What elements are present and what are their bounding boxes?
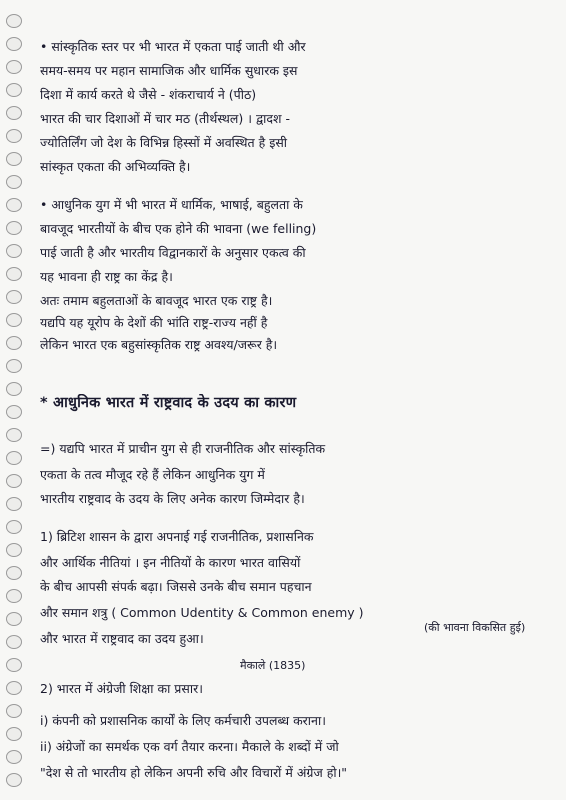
spiral-ring bbox=[6, 681, 22, 695]
margin-note: मैकाले (1835) bbox=[240, 659, 306, 672]
text-line: 2) भारत में अंग्रेजी शिक्षा का प्रसार। bbox=[40, 681, 203, 696]
spiral-ring bbox=[6, 704, 22, 718]
spiral-ring bbox=[6, 405, 22, 419]
text-line: और आर्थिक नीतियां । इन नीतियों के कारण भारत वासियों bbox=[40, 555, 301, 570]
spiral-ring bbox=[6, 773, 22, 787]
spiral-ring bbox=[6, 497, 22, 511]
text-line: पाई जाती है और भारतीय विद्वानकारों के अनुसार एकत्व की bbox=[40, 245, 306, 260]
spiral-ring bbox=[6, 543, 22, 557]
text-line: सांस्कृत एकता की अभिव्यक्ति है। bbox=[40, 159, 191, 174]
text-line: दिशा में कार्य करते थे जैसे - शंकराचार्य ने (पीठ) bbox=[40, 87, 257, 102]
spiral-ring bbox=[6, 451, 22, 465]
text-line: =) यद्यपि भारत में प्राचीन युग से ही राजनीतिक और सांस्कृतिक bbox=[40, 441, 326, 456]
spiral-ring bbox=[6, 221, 22, 235]
spiral-ring bbox=[6, 106, 22, 120]
spiral-ring bbox=[6, 336, 22, 350]
text-line: और भारत में राष्ट्रवाद का उदय हुआ। bbox=[40, 631, 204, 646]
spiral-ring bbox=[6, 750, 22, 764]
spiral-ring bbox=[6, 727, 22, 741]
text-line: 1) ब्रिटिश शासन के द्वारा अपनाई गई राजनीतिक, प्रशासनिक bbox=[40, 529, 314, 544]
spiral-ring bbox=[6, 290, 22, 304]
text-line: समय-समय पर महान सामाजिक और धार्मिक सुधारक इस bbox=[40, 63, 298, 78]
text-line: एकता के तत्व मौजूद रहे हैं लेकिन आधुनिक युग में bbox=[40, 467, 265, 482]
spiral-ring bbox=[6, 566, 22, 580]
text-line: i) कंपनी को प्रशासनिक कार्यों के लिए कर्मचारी उपलब्ध कराना। bbox=[40, 713, 326, 728]
text-line: ज्योतिर्लिंग जो देश के विभिन्न हिस्सों में अवस्थित है इसी bbox=[40, 135, 288, 150]
section-heading: * आधुनिक भारत में राष्ट्रवाद के उदय का कारण bbox=[40, 395, 297, 411]
spiral-ring bbox=[6, 175, 22, 189]
text-line: यह भावना ही राष्ट्र का केंद्र है। bbox=[40, 269, 173, 284]
text-line: ii) अंग्रेजों का समर्थक एक वर्ग तैयार करना। मैकाले के शब्दों में जो bbox=[40, 739, 339, 754]
spiral-ring bbox=[6, 83, 22, 97]
text-line: "देश से तो भारतीय हो लेकिन अपनी रुचि और विचारों में अंग्रेज हो।" bbox=[40, 765, 348, 780]
text-line: भारतीय राष्ट्रवाद के उदय के लिए अनेक कारण जिम्मेदार है। bbox=[40, 491, 305, 506]
spiral-ring bbox=[6, 14, 22, 28]
spiral-ring bbox=[6, 612, 22, 626]
text-line: • आधुनिक युग में भी भारत में धार्मिक, भाषाई, बहुलता के bbox=[40, 197, 303, 212]
spiral-binding bbox=[0, 0, 28, 800]
spiral-ring bbox=[6, 244, 22, 258]
handwritten-notes bbox=[40, 16, 552, 796]
text-line: बावजूद भारतीयों के बीच एक होने की भावना (we felling) bbox=[40, 221, 317, 236]
text-line: • सांस्कृतिक स्तर पर भी भारत में एकता पाई जाती थी और bbox=[40, 39, 306, 54]
spiral-ring bbox=[6, 152, 22, 166]
spiral-ring bbox=[6, 359, 22, 373]
side-note: (की भावना विकसित हुई) bbox=[424, 621, 526, 634]
spiral-ring bbox=[6, 474, 22, 488]
text-line: भारत की चार दिशाओं में चार मठ (तीर्थस्थल) । द्वादश - bbox=[40, 111, 290, 126]
text-line: अतः तमाम बहुलताओं के बावजूद भारत एक राष्ट्र है। bbox=[40, 293, 273, 308]
spiral-ring bbox=[6, 658, 22, 672]
spiral-ring bbox=[6, 267, 22, 281]
spiral-ring bbox=[6, 520, 22, 534]
spiral-ring bbox=[6, 198, 22, 212]
spiral-ring bbox=[6, 37, 22, 51]
spiral-ring bbox=[6, 60, 22, 74]
spiral-ring bbox=[6, 313, 22, 327]
spiral-ring bbox=[6, 129, 22, 143]
spiral-ring bbox=[6, 428, 22, 442]
spiral-ring bbox=[6, 382, 22, 396]
text-line: और समान शत्रु ( Common Udentity & Common enemy ) bbox=[40, 605, 364, 620]
text-line: के बीच आपसी संपर्क बढ़ा। जिससे उनके बीच समान पहचान bbox=[40, 579, 312, 594]
spiral-ring bbox=[6, 589, 22, 603]
spiral-ring bbox=[6, 635, 22, 649]
text-line: लेकिन भारत एक बहुसांस्कृतिक राष्ट्र अवश्य/जरूर है। bbox=[40, 337, 278, 352]
text-line: यद्यपि यह यूरोप के देशों की भांति राष्ट्र-राज्य नहीं है bbox=[40, 315, 268, 330]
